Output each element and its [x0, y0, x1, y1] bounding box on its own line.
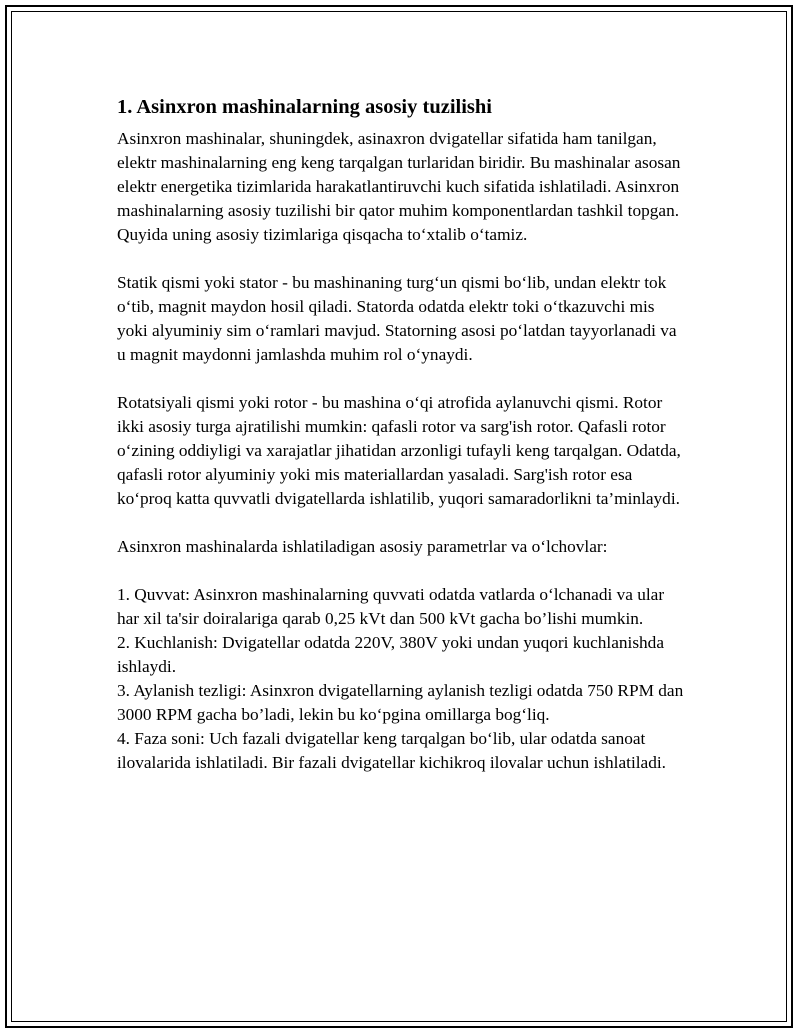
list-item: 2. Kuchlanish: Dvigatellar odatda 220V, 380V yoki undan yuqori kuchlanishda ishlaydi.: [117, 633, 664, 676]
paragraph-rotor: Rotatsiyali qismi yoki rotor - bu mashina o‘qi atrofida aylanuvchi qismi. Rotor ikki asosiy turga ajratilishi mumkin: qafasli rotor va sarg'ish rotor. Qafasli rotor o‘zining oddiyligi va xarajatlar jihatidan arzonligi tufayli keng tarqalgan. Odatda, qafasli rotor alyuminiy yoki mis materiallardan yasaladi. Sarg'ish rotor esa ko‘proq katta quvvatli dvigatellarda ishlatilib, yuqori samaradorlikni ta’minlaydi.: [117, 393, 681, 508]
paragraph-intro: Asinxron mashinalar, shuningdek, asinaxron dvigatellar sifatida ham tanilgan, elektr mashinalarning eng keng tarqalgan turlaridan biridir. Bu mashinalar asosan elektr energetika tizimlarida harakatlantiruvchi kuch sifatida ishlatiladi. Asinxron mashinalarning asosiy tuzilishi bir qator muhim komponentlardan tashkil topgan. Quyida uning asosiy tizimlariga qisqacha to‘xtalib o‘tamiz.: [117, 129, 681, 244]
parameters-list: [117, 583, 687, 775]
list-item: 1. Quvvat: Asinxron mashinalarning quvvati odatda vatlarda o‘lchanadi va ular har xil ta'sir doiralariga qarab 0,25 kVt dan 500 kVt gacha bo’lishi mumkin.: [117, 585, 665, 628]
paragraph-stator: Statik qismi yoki stator - bu mashinaning turg‘un qismi bo‘lib, undan elektr tok o‘tib, magnit maydon hosil qiladi. Statorda odatda elektr toki o‘tkazuvchi mis yoki alyuminiy sim o‘ramlari mavjud. Statorning asosi po‘latdan tayyorlanadi va u magnit maydonni jamlashda muhim rol o‘ynaydi.: [117, 273, 677, 364]
section-heading: 1. Asinxron mashinalarning asosiy tuzilishi: [117, 96, 492, 118]
document-body: [117, 93, 687, 775]
list-item: 3. Aylanish tezligi: Asinxron dvigatellarning aylanish tezligi odatda 750 RPM dan 3000 RPM gacha bo’ladi, lekin bu ko‘pgina omillarga bog‘liq.: [117, 681, 684, 724]
paragraph-parameters-intro: Asinxron mashinalarda ishlatiladigan asosiy parametrlar va o‘lchovlar:: [117, 537, 608, 556]
list-item: 4. Faza soni: Uch fazali dvigatellar keng tarqalgan bo‘lib, ular odatda sanoat ilovalarida ishlatiladi. Bir fazali dvigatellar kichikroq ilovalar uchun ishlatiladi.: [117, 729, 666, 772]
